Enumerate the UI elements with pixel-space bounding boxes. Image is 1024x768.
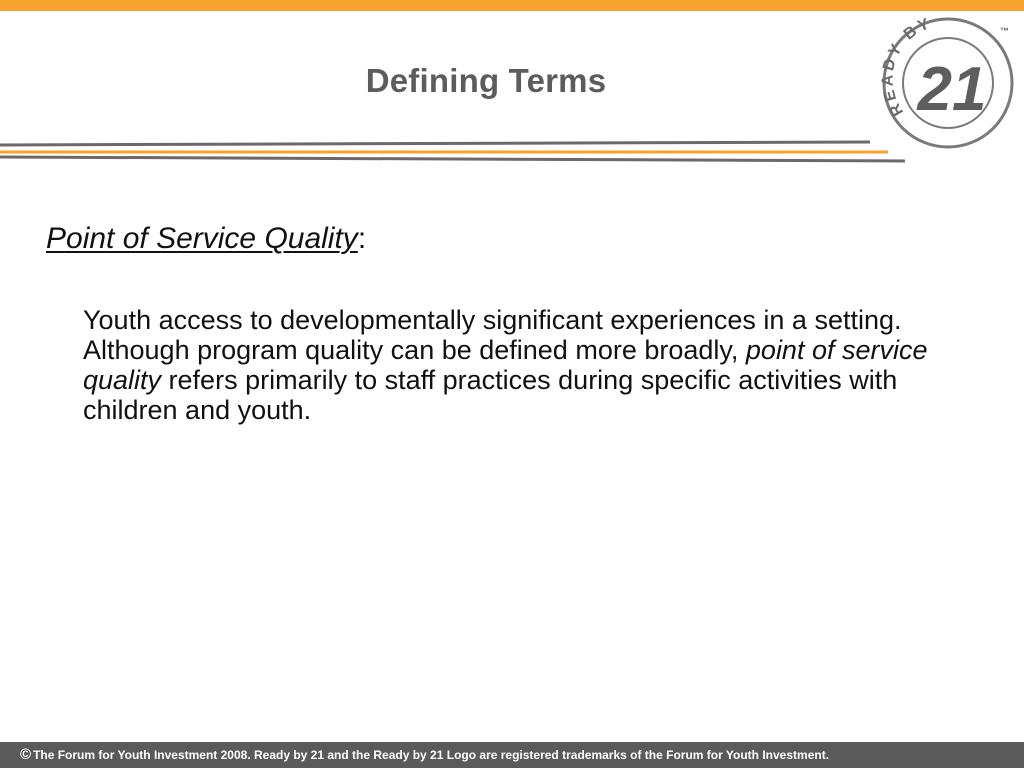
term-name: Point of Service Quality: [46, 222, 358, 255]
top-accent-bar: [0, 0, 1024, 11]
rule-line-gray-top: [0, 142, 870, 145]
logo-number: 21: [917, 55, 987, 124]
footer-text: The Forum for Youth Investment 2008. Ready by 21 and the Ready by 21 Logo are registered trademarks of the Forum for Youth Investment.: [33, 748, 830, 762]
ready-by-21-logo: [876, 12, 1024, 154]
header-rule-lines: [0, 138, 910, 168]
term-definition: [83, 305, 983, 425]
term-colon: :: [357, 222, 367, 255]
rule-line-gray-bottom: [0, 157, 905, 161]
definition-text-part2: refers primarily to staff practices during specific activities with children and youth.: [83, 365, 898, 425]
logo-arc-text: READY BY: [879, 14, 935, 119]
logo-trademark: ™: [1000, 26, 1009, 36]
slide-title: Defining Terms: [365, 62, 607, 99]
definition-text-part1: Youth access to developmentally significant experiences in a setting. Although program quality can be defined more broadly,: [83, 305, 902, 365]
term-heading: [46, 222, 366, 256]
copyright-symbol: ©: [20, 746, 32, 763]
definition-emphasis: point of service quality: [83, 335, 928, 395]
footer-bar: [0, 742, 1024, 768]
